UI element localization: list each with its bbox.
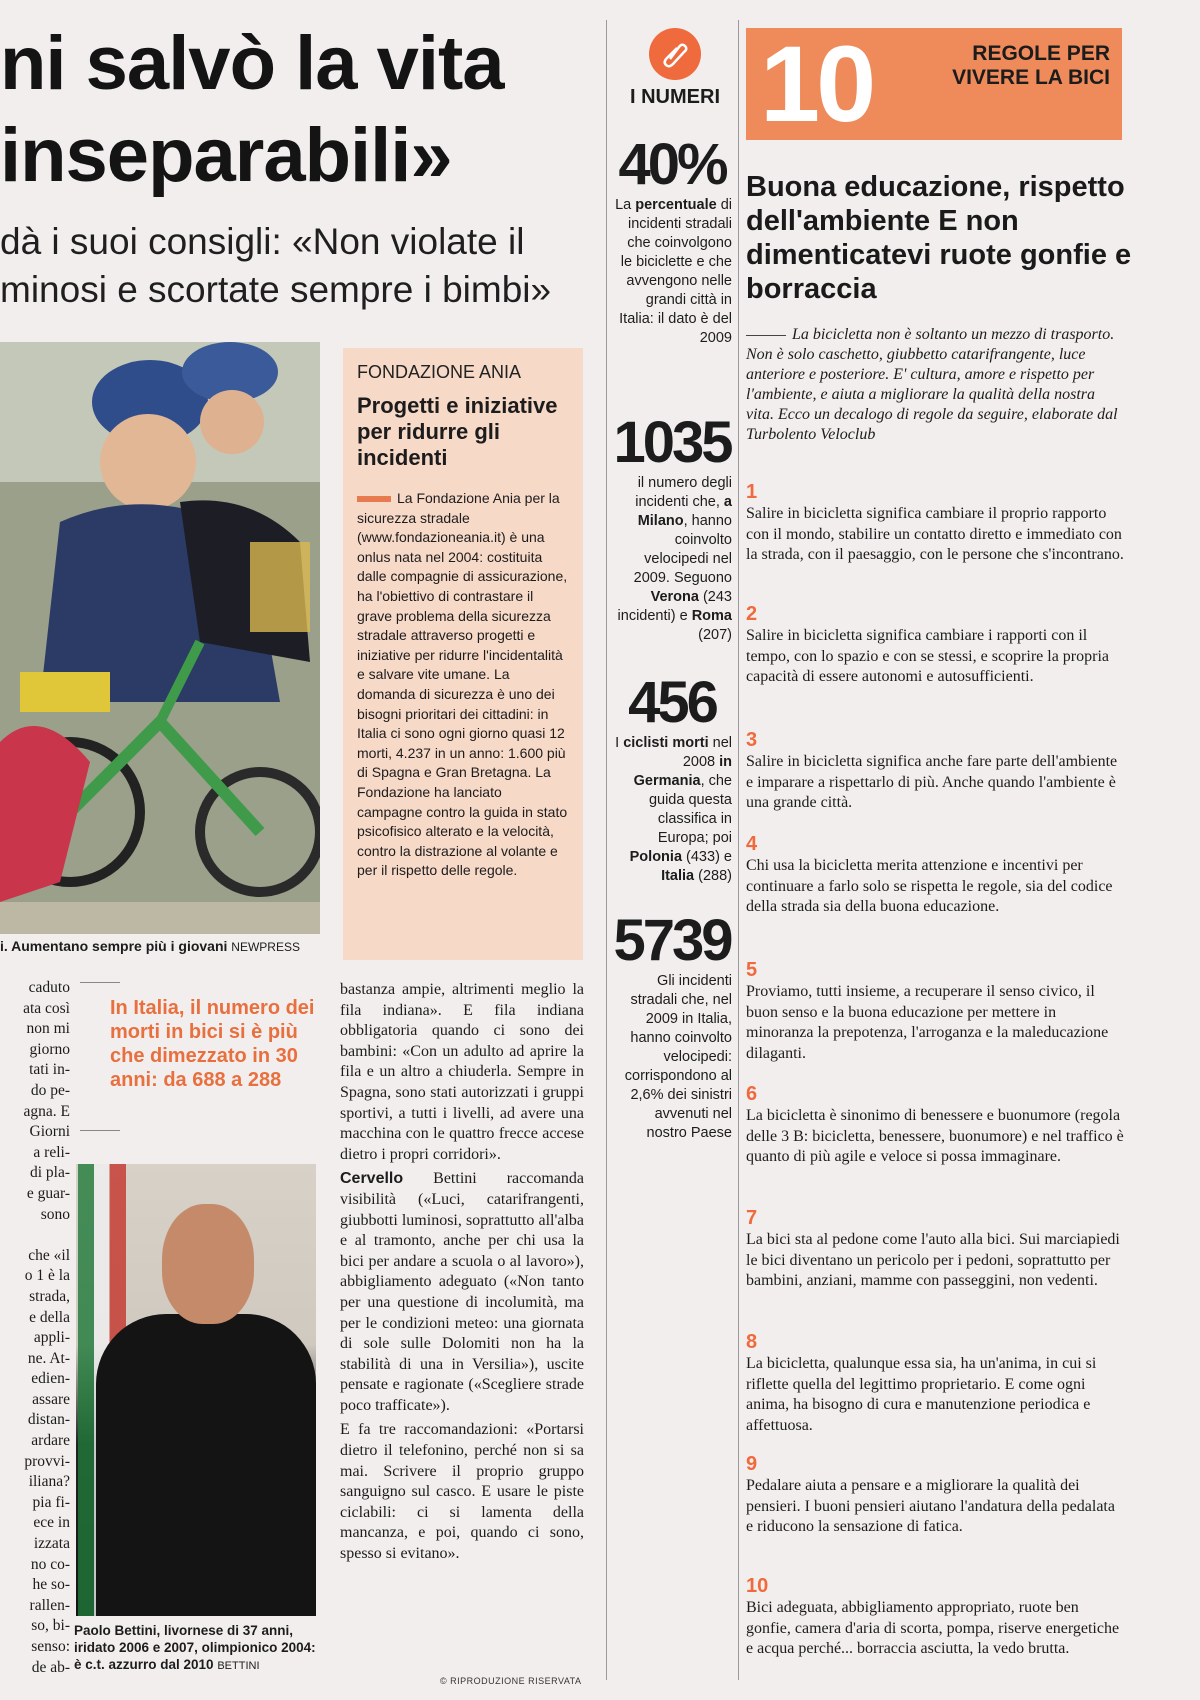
column-divider-1 [606,20,607,1680]
fragment-line: ardare [31,1432,70,1450]
stat-description: il numero degli incidenti che, a Milano, hanno coinvolto velocipedi nel 2009. Seguono Verona (243 incidenti) e Roma (207) [617,475,732,643]
rule-10: 10 Bici adeguata, abbigliamento appropriato, ruote ben gonfie, camera d'aria di scorta, pompa, riserve energetiche e acqua perché... borraccia asciutta, la vedo brutta. [746,1575,1120,1657]
paperclip-icon-glyph [660,39,690,69]
fondazione-ania-box [343,348,583,960]
face-shape [162,1204,254,1324]
fragment-line: senso: [31,1638,70,1655]
copyright-notice: © RIPRODUZIONE RISERVATA [440,1676,582,1686]
fragment-line: izzata [33,1535,70,1553]
fragment-line: pia fi- [32,1493,70,1511]
rule-2: 2 Salire in bicicletta significa cambiare i rapporti con il tempo, con lo spazio e con se stessi, e scoprire la propria capacità di essere autonomi e autosufficienti. [746,603,1109,685]
fragment-line: agna. E [23,1102,70,1120]
numbers-header [620,28,730,109]
headline [0,18,600,202]
fragment-line [0,1225,70,1246]
children-photo-caption [0,938,330,954]
numbers-label: I NUMERI [630,86,720,108]
fragment-line: sono [40,1205,70,1223]
fragment-line: assare [32,1390,70,1408]
stat-value: 1035 [613,410,731,475]
ania-body-text: La Fondazione Ania per la sicurezza stradale (www.fondazioneania.it) è una onlus nata nel 2004: costituita dalle compagnie di assicurazione, ha l'obiettivo di contrastare il grave problema della sicurezza stradale attraverso progetti e iniziative per ridurre l'incidentalità e salvare vite umane. La domanda di sicurezza è uno dei bisogni prioritari dei cittadini: in Italia ci sono ogni giorno quasi 12 morti, 4.237 in un anno: 1.600 più di Spagna e Gran Bretagna. La Fondazione ha lanciato campagne contro la guida in stato psicofisico alterato e la velocità, contro la distrazione al volante e per il rispetto delle regole. [357,490,568,879]
fragment-line: edien- [31,1370,70,1388]
quote-rule-bottom [80,1130,120,1131]
stat-description: Gli incidenti stradali che, nel 2009 in Italia, hanno coinvolto velocipedi: corrispondono al 2,6% dei sinistri avvenuti nel nostro Paese [624,973,732,1141]
stat-description: La percentuale di incidenti stradali che coinvolgono le biciclette e che avvengono nelle grandi città in Italia: il dato è del 2009 [615,197,732,346]
headline-line-2: inseparabili» [0,113,452,198]
fragment-line: ece in [33,1514,70,1532]
article-body [340,980,584,1569]
rule-6: 6 La bicicletta è sinonimo di benessere e buonumore (regola delle 3 B: bicicletta, benessere, buonumore) e nel traffico è quanto di più agile e veloce si possa immaginare. [746,1083,1124,1165]
rule-3: 3 Salire in bicicletta significa anche fare parte dell'ambiente e imparare a rispettarlo di più. Anche quando l'ambiente è una grande città. [746,729,1118,811]
fragment-line: he so- [32,1576,70,1594]
fragment-line: do pe- [30,1081,70,1099]
fragment-line: ata così [23,999,70,1017]
rule-4: 4 Chi usa la bicicletta merita attenzione e incentivi per continuare a farlo solo se rispetta le regole, sia del codice della strada sia della buona educazione. [746,833,1113,915]
fragment-line: iliana? [28,1473,70,1491]
fragment-line: no co- [30,1555,70,1573]
article-paragraph-1: bastanza ampie, altrimenti meglio la fila indiana». E fila indiana obbligatoria quando ci sono dei bambini: «Con un adulto ad aprire la fila e un altro a chiuderla. Sempre in Spagna, sono stati autorizzati i gruppi sportivi, a tutti i livelli, ad avere una macchina con le quattro frecce accese dietro i propri corridori». [340,981,584,1163]
fragment-line: provvi- [24,1452,70,1470]
fragment-line: strada, [29,1287,70,1305]
fragment-line: de ab- [31,1658,70,1676]
photo-credit: BETTINI [217,1660,260,1672]
fragment-line: distan- [27,1411,70,1429]
photo-credit: NEWPRESS [231,940,300,954]
orange-bar-icon [357,496,391,502]
ania-body [357,489,569,881]
children-bikes-illustration [0,342,320,934]
paolo-bettini-photo [76,1164,316,1616]
children-bikes-photo [0,342,320,934]
fragment-line: caduto [28,979,70,996]
subheadline-line-2: minosi e scortate sempre i bimbi» [0,269,552,310]
rules-number: 10 [760,23,873,144]
fragment-line: non mi [26,1020,70,1038]
ania-kicker: FONDAZIONE ANIA [357,362,522,382]
rules-banner [746,23,1122,144]
rule-9: 9 Pedalare aiuta a pensare e a migliorare la qualità dei pensieri. I buoni pensieri aiutano l'andatura della pedalata e riducono la sensazione di fatica. [746,1453,1115,1535]
fragment-line: che «il [28,1246,70,1264]
fragment-line: o 1 è la [24,1267,70,1285]
stat-value: 5739 [613,908,731,973]
fragment-line: a reli- [33,1143,70,1161]
article-paragraph-2: Cervello Bettini raccomanda visibilità («Luci, catarifrangenti, giubbotti luminosi, soprattutto all'alba e al tramonto, anche per chi usa la bici per andare a scuola o al lavoro»), abbigliamento adeguato («Non tanto per una questione di incolumità, ma per le condizioni meteo: una giornata di sole sulle Dolomiti non ha la stabilità di una in Versilia»), uscite pensate e ragionate («Scegliere strade poco trafficate»). [340,1170,584,1414]
subheadline-line-1: dà i suoi consigli: «Non violate il [0,221,525,262]
rules-label: REGOLE PER VIVERE LA BICI [952,42,1110,89]
rules-headline: Buona educazione, rispetto dell'ambiente E non dimenticatevi ruote gonfie e borraccia [746,171,1132,305]
fragment-line: e guar- [26,1184,70,1202]
intro-dash [746,335,786,336]
rule-1: 1 Salire in bicicletta significa cambiare il proprio rapporto con il mondo, stabilire un contatto diretto e immediato con la strada, con il paesaggio, con le persone che s'incontrano. [746,481,1124,563]
stat-5739 [612,910,732,1143]
suit-shape [96,1314,316,1616]
rules-intro [746,325,1126,445]
stat-456 [612,672,732,886]
rule-5: 5 Proviamo, tutti insieme, a recuperare il senso civico, il buon senso e la buona educazione per mettere in minoranza la prepotenza, l'arroganza e la maleducazione dilaganti. [746,959,1109,1062]
fragment-line: appli- [33,1329,70,1347]
headline-line-1: ni salvò la vita [0,21,504,106]
paperclip-icon [649,28,701,80]
left-column-fragments [0,978,70,1678]
ania-title: Progetti e iniziative per ridurre gli incidenti [357,393,558,470]
stat-40-percent [612,134,732,348]
article-lead-word: Cervello [340,1170,404,1188]
bettini-photo-caption [74,1622,324,1675]
rule-7: 7 La bici sta al pedone come l'auto alla bici. Sui marciapiedi le bici diventano un pericolo per i pedoni, soprattutto per bambini, anziani, mamme con passeggini, non vedenti. [746,1207,1120,1289]
column-divider-2 [738,20,739,1680]
subheadline [0,218,600,314]
caption-text: Paolo Bettini, livornese di 37 anni, iridato 2006 e 2007, olimpionico 2004: è c.t. azzurro dal 2010 [74,1623,316,1672]
article-paragraph-3: E fa tre raccomandazioni: «Portarsi dietro il telefonino, perché non si sa mai. Scrivere il proprio gruppo sanguigno sul casco. E usare le piste ciclabili: ci si lamenta della mancanza, e poi, quando ci sono, spesso si evitano». [340,1421,584,1563]
rule-8: 8 La bicicletta, qualunque essa sia, ha un'anima, in cui si riflette quella del legittimo proprietario. E come ogni anima, ha bisogno di cura e manutenzione periodica e affettuosa. [746,1331,1097,1434]
stat-value: 40% [618,132,726,197]
caption-text: i. Aumentano sempre più i giovani [0,938,228,954]
stat-1035 [612,412,732,645]
fragment-line: so, bi- [31,1617,70,1635]
fragment-line: Giorni [29,1123,70,1141]
stat-description: I ciclisti morti nel 2008 in Germania, che guida questa classifica in Europa; poi Polonia (433) e Italia (288) [615,735,732,884]
stat-value: 456 [628,670,716,735]
fragment-line: rallen- [29,1596,70,1614]
pull-quote: In Italia, il numero dei morti in bici si è più che dimezzato in 30 anni: da 688 a 288 [110,997,315,1091]
fragment-line: di pla- [29,1164,70,1182]
fragment-line: e della [29,1308,70,1326]
quote-rule-top [80,982,120,983]
fragment-line: tati in- [29,1061,70,1079]
fragment-line: ne. At- [27,1349,70,1367]
fragment-line: giorno [29,1040,70,1058]
rules-intro-text: La bicicletta non è soltanto un mezzo di trasporto. Non è solo caschetto, giubbetto catarifrangente, luce anteriore e posteriore. E' cultura, amore e rispetto per l'ambiente, e aiuta a migliorare la qualità della nostra vita. Ecco un decalogo di regole da seguire, elaborate dal Turbolento Veloclub [746,326,1118,443]
